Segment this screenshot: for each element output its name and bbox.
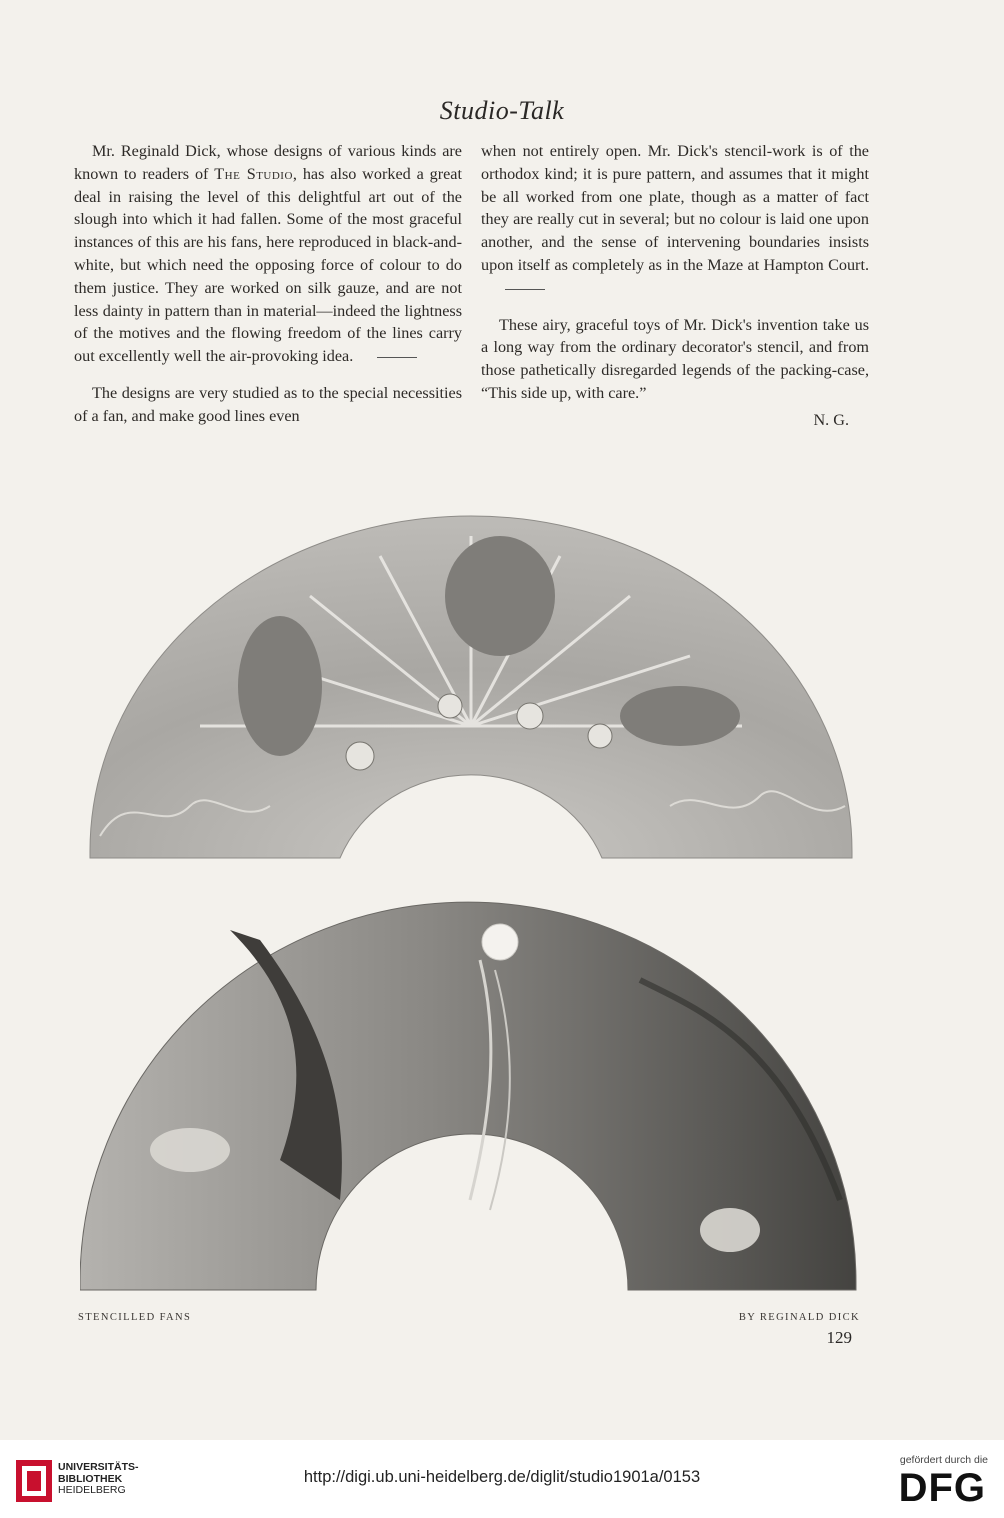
left-paragraph-1 xyxy=(74,140,462,368)
fan-illustration-bottom xyxy=(80,900,862,1292)
section-separator xyxy=(377,357,417,358)
digitization-footer xyxy=(0,1440,1004,1518)
page-number: 129 xyxy=(826,1328,852,1347)
institution-line-1: UNIVERSITÄTS- xyxy=(58,1461,139,1473)
figure-caption-left: STENCILLED FANS xyxy=(78,1312,192,1323)
funding-note: gefördert durch die xyxy=(899,1454,988,1466)
source-url-link[interactable]: http://digi.ub.uni-heidelberg.de/diglit/studio1901a/0153 xyxy=(303,1468,701,1486)
dfg-logo: DFG xyxy=(898,1466,986,1510)
left-column xyxy=(74,140,462,428)
figure-caption-right: BY REGINALD DICK xyxy=(738,1312,860,1323)
moon xyxy=(482,924,518,960)
running-head: Studio-Talk xyxy=(439,96,565,125)
right-column xyxy=(481,140,869,432)
section-separator xyxy=(505,289,545,290)
right-paragraph-2: These airy, graceful toys of Mr. Dick's invention take us a long way from the ordinary decorator's stencil, and from those pathetically disregarded legends of the packing-case, “This side up, with care.” xyxy=(481,315,869,402)
institution-line-2: BIBLIOTHEK xyxy=(58,1472,123,1485)
fan-illustration-top xyxy=(80,506,862,864)
left-paragraph-1-text: Mr. Reginald Dick, whose designs of various kinds are known to readers of xyxy=(74,142,462,183)
journal-title: The Studio xyxy=(214,164,293,183)
right-paragraph-1-text: when not entirely open. Mr. Dick's stencil-work is of the orthodox kind; it is pure pattern, and assumes that it might be all worked from one plate, though as a matter of fact they are really cut in several; but no colour is laid one upon another, and the sense of intervening boundaries insists upon itself as completely as in the Maze at Hampton Court. xyxy=(481,142,869,274)
left-paragraph-1-rest: , has also worked a great deal in raising the level of this delightful art out of the slough into which it had fallen. Some of the most graceful instances of this are his fans, here reproduced in black-and-white, but which need the opposing force of colour to do them justice. They are worked on silk gauze, and are not less dainty in pattern than in material—indeed the lightness of the motives and the flowing freedom of the lines carry out excellently well the air-provoking idea. xyxy=(74,164,462,366)
institution-line-3: HEIDELBERG xyxy=(58,1484,126,1496)
right-paragraph-1 xyxy=(481,140,869,300)
author-signoff: N. G. xyxy=(813,410,849,429)
left-paragraph-2: The designs are very studied as to the special necessities of a fan, and make good lines even xyxy=(74,383,462,425)
